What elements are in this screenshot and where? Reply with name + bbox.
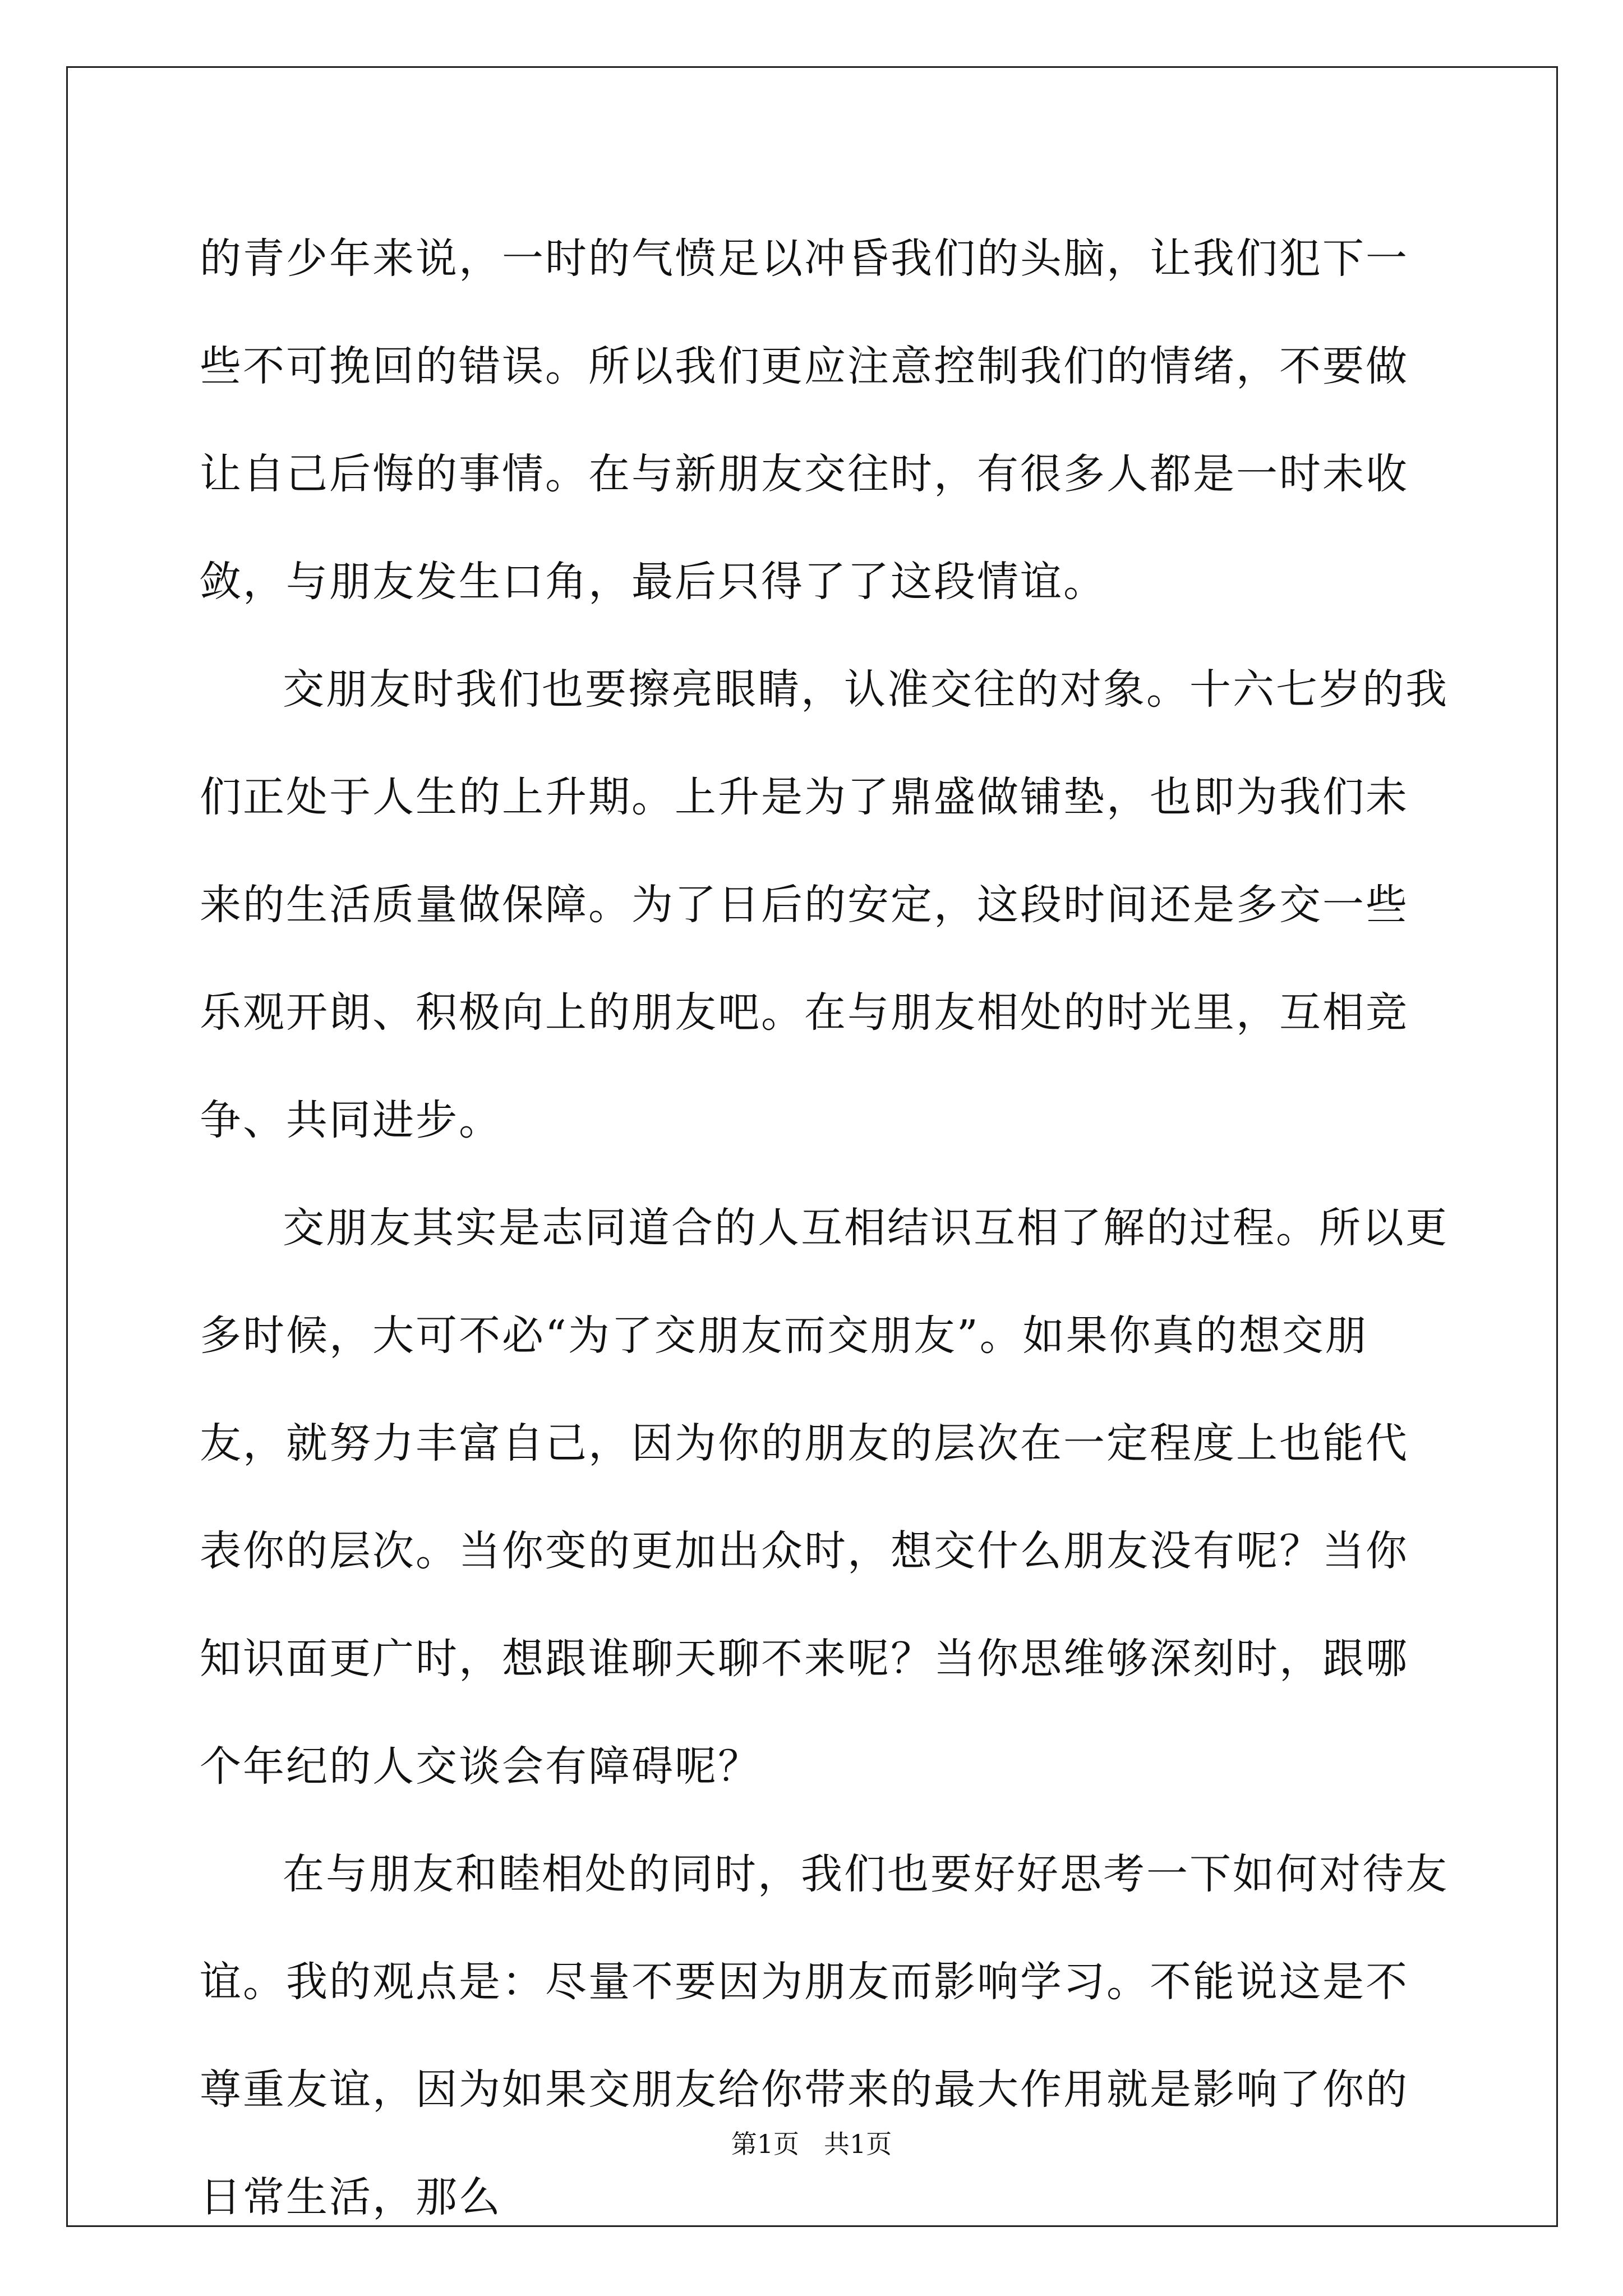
- footer-spacer: [799, 2129, 824, 2159]
- paragraph-1: 的青少年来说，一时的气愤足以冲昏我们的头脑，让我们犯下一些不可挽回的错误。所以我们更应注意控制我们的情绪，不要做让自己后悔的事情。在与新朋友交往时，有很多人都是一时未收敛，与朋友发生口角，最后只得了了这段情谊。: [200, 234, 1409, 606]
- paragraph-3: 交朋友其实是志同道合的人互相结识互相了解的过程。所以更多时候，大可不必“为了交朋友而交朋友”。如果你真的想交朋友，就努力丰富自己，因为你的朋友的层次在一定程度上也能代表你的层次。当你变的更加出众时，想交什么朋友没有呢？当你知识面更广时，想跟谁聊天聊不来呢？当你思维够深刻时，跟哪个年纪的人交谈会有障碍呢？: [200, 1204, 1449, 1791]
- document-body: [200, 205, 1450, 2251]
- page-number: 第1页: [731, 2129, 800, 2159]
- paragraph-4: 在与朋友和睦相处的同时，我们也要好好思考一下如何对待友谊。我的观点是：尽量不要因为朋友而影响学习。不能说这是不尊重友谊，因为如果交朋友给你带来的最大作用就是影响了你的日常生活，那么: [200, 1850, 1449, 2221]
- page-footer: [0, 2127, 1623, 2161]
- page-total: 共1页: [823, 2129, 892, 2159]
- paragraph-2: 交朋友时我们也要擦亮眼睛，认准交往的对象。十六七岁的我们正处于人生的上升期。上升是为了鼎盛做铺垫，也即为我们未来的生活质量做保障。为了日后的安定，这段时间还是多交一些乐观开朗、积极向上的朋友吧。在与朋友相处的时光里，互相竞争、共同进步。: [200, 665, 1449, 1144]
